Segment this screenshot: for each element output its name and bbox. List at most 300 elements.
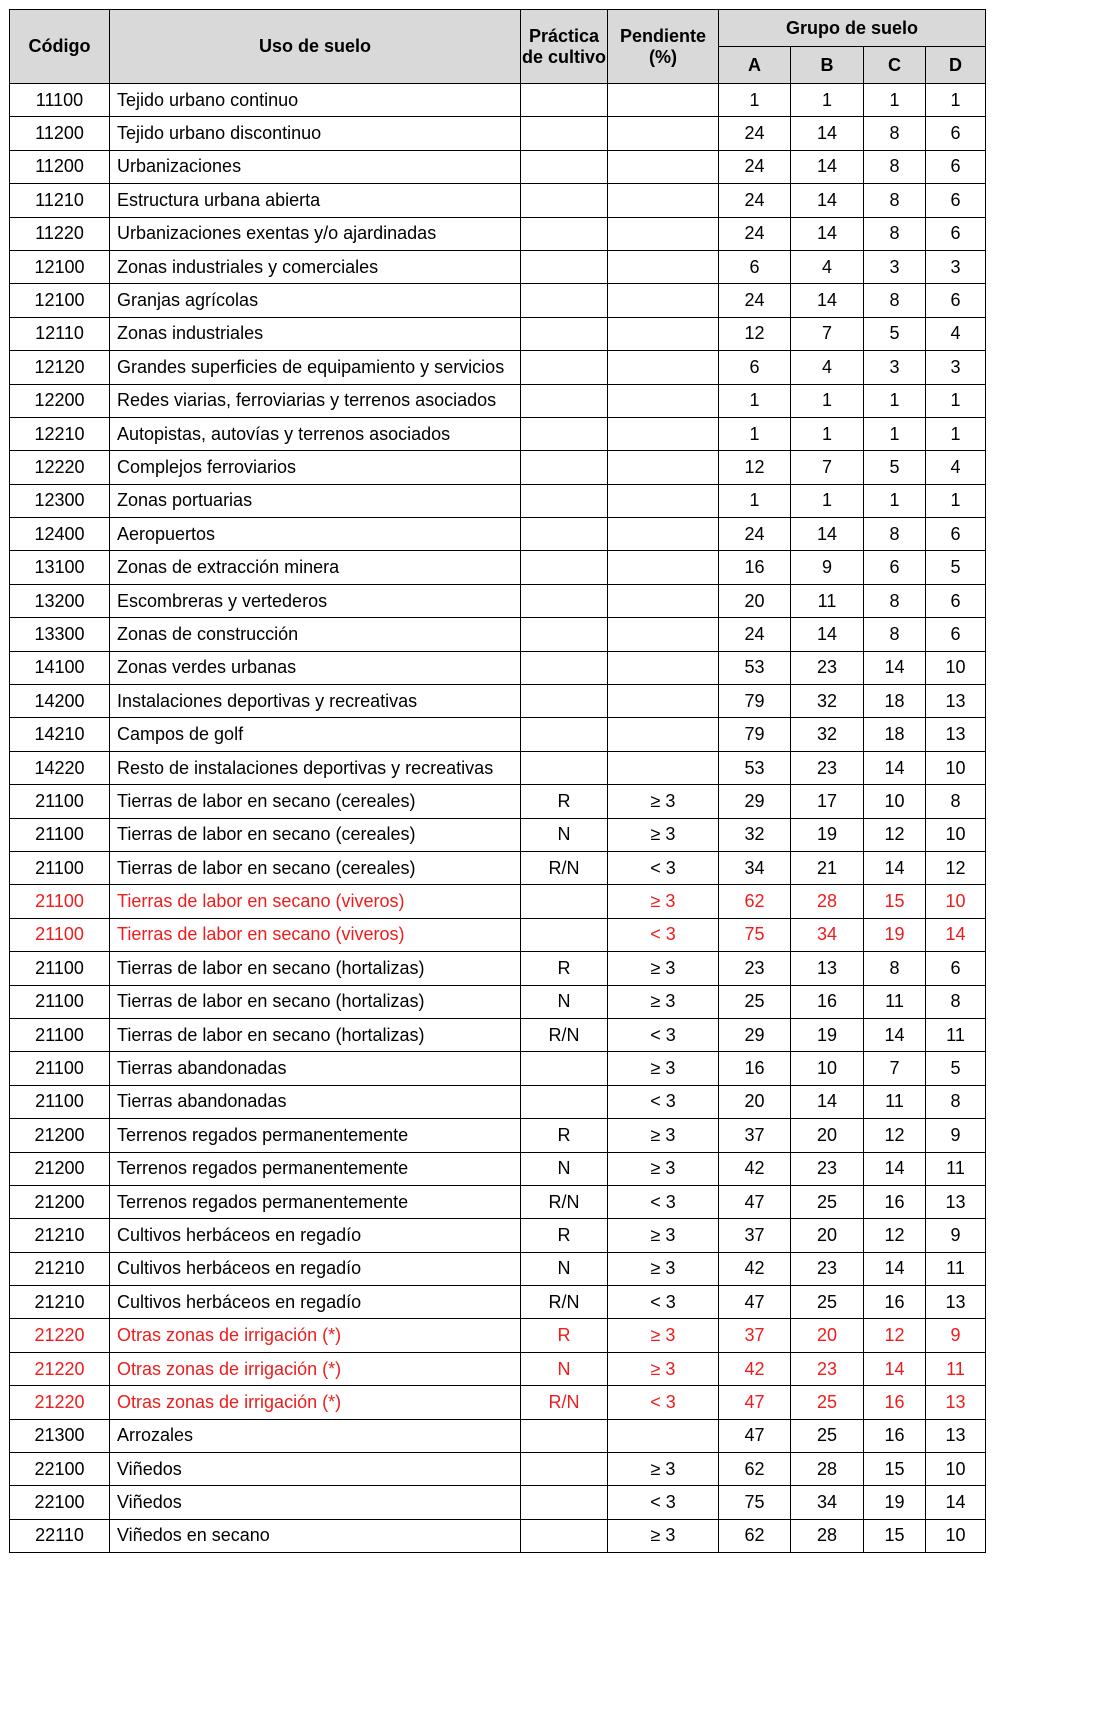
- cell-pendiente: [608, 351, 719, 384]
- cell-group-d: 6: [926, 952, 986, 985]
- cell-group-d: 10: [926, 818, 986, 851]
- cell-group-c: 1: [864, 384, 926, 417]
- cell-group-b: 20: [791, 1319, 864, 1352]
- cell-group-a: 16: [719, 551, 791, 584]
- cell-group-c: 12: [864, 818, 926, 851]
- cell-group-b: 34: [791, 1486, 864, 1519]
- cell-pendiente: [608, 217, 719, 250]
- cell-group-c: 19: [864, 918, 926, 951]
- cell-pendiente: [608, 250, 719, 283]
- cell-codigo: 21100: [10, 1085, 110, 1118]
- cell-practica: [521, 685, 608, 718]
- cell-uso-de-suelo: Arrozales: [110, 1419, 521, 1452]
- cell-group-c: 7: [864, 1052, 926, 1085]
- cell-group-a: 29: [719, 1018, 791, 1051]
- cell-uso-de-suelo: Resto de instalaciones deportivas y recreativas: [110, 751, 521, 784]
- cell-group-c: 16: [864, 1286, 926, 1319]
- cell-uso-de-suelo: Cultivos herbáceos en regadío: [110, 1286, 521, 1319]
- cell-uso-de-suelo: Otras zonas de irrigación (*): [110, 1319, 521, 1352]
- cell-uso-de-suelo: Complejos ferroviarios: [110, 451, 521, 484]
- cell-practica: R/N: [521, 1018, 608, 1051]
- cell-pendiente: ≥ 3: [608, 952, 719, 985]
- table-row: [10, 918, 986, 951]
- cell-group-d: 11: [926, 1352, 986, 1385]
- cell-group-c: 3: [864, 250, 926, 283]
- table-row: [10, 885, 986, 918]
- cell-codigo: 12120: [10, 351, 110, 384]
- cell-group-a: 1: [719, 417, 791, 450]
- cell-uso-de-suelo: Urbanizaciones: [110, 150, 521, 183]
- table-row: [10, 1519, 986, 1552]
- cell-group-d: 6: [926, 518, 986, 551]
- cell-group-a: 47: [719, 1286, 791, 1319]
- cell-codigo: 21210: [10, 1219, 110, 1252]
- cell-group-d: 1: [926, 417, 986, 450]
- cell-uso-de-suelo: Zonas de construcción: [110, 618, 521, 651]
- cell-practica: R: [521, 1119, 608, 1152]
- table-row: [10, 484, 986, 517]
- cell-practica: [521, 1453, 608, 1486]
- table-row: [10, 284, 986, 317]
- cell-pendiente: [608, 718, 719, 751]
- cell-group-d: 11: [926, 1252, 986, 1285]
- cell-group-c: 1: [864, 484, 926, 517]
- cell-group-a: 37: [719, 1319, 791, 1352]
- cell-group-a: 29: [719, 785, 791, 818]
- cell-group-b: 14: [791, 150, 864, 183]
- header-group-a: A: [719, 47, 791, 84]
- cell-pendiente: ≥ 3: [608, 1119, 719, 1152]
- cell-group-a: 20: [719, 584, 791, 617]
- cell-uso-de-suelo: Tierras de labor en secano (hortalizas): [110, 1018, 521, 1051]
- cell-uso-de-suelo: Tejido urbano continuo: [110, 84, 521, 117]
- cell-codigo: 12100: [10, 250, 110, 283]
- cell-codigo: 11210: [10, 184, 110, 217]
- cell-uso-de-suelo: Tierras de labor en secano (hortalizas): [110, 985, 521, 1018]
- cell-group-b: 14: [791, 284, 864, 317]
- cell-group-d: 3: [926, 351, 986, 384]
- table-row: [10, 851, 986, 884]
- cell-uso-de-suelo: Zonas industriales y comerciales: [110, 250, 521, 283]
- cell-group-c: 8: [864, 284, 926, 317]
- cell-group-a: 1: [719, 384, 791, 417]
- cell-group-d: 9: [926, 1119, 986, 1152]
- table-row: [10, 150, 986, 183]
- cell-uso-de-suelo: Urbanizaciones exentas y/o ajardinadas: [110, 217, 521, 250]
- cell-practica: R/N: [521, 1185, 608, 1218]
- table-row: [10, 985, 986, 1018]
- cell-practica: [521, 484, 608, 517]
- table-row: [10, 718, 986, 751]
- cell-practica: [521, 751, 608, 784]
- cell-group-d: 9: [926, 1319, 986, 1352]
- cell-uso-de-suelo: Terrenos regados permanentemente: [110, 1152, 521, 1185]
- cell-codigo: 11200: [10, 150, 110, 183]
- cell-group-a: 62: [719, 885, 791, 918]
- table-row: [10, 818, 986, 851]
- cell-group-d: 10: [926, 1453, 986, 1486]
- cell-pendiente: [608, 484, 719, 517]
- cell-codigo: 11100: [10, 84, 110, 117]
- cell-pendiente: [608, 451, 719, 484]
- table-row: [10, 451, 986, 484]
- cell-practica: N: [521, 1152, 608, 1185]
- cell-codigo: 21100: [10, 851, 110, 884]
- cell-codigo: 21100: [10, 952, 110, 985]
- cell-group-c: 5: [864, 317, 926, 350]
- cell-codigo: 11200: [10, 117, 110, 150]
- cell-group-b: 32: [791, 718, 864, 751]
- cell-group-b: 1: [791, 384, 864, 417]
- cell-group-b: 32: [791, 685, 864, 718]
- cell-codigo: 12210: [10, 417, 110, 450]
- header-codigo: Código: [10, 10, 110, 84]
- cell-group-b: 11: [791, 584, 864, 617]
- cell-uso-de-suelo: Tierras abandonadas: [110, 1085, 521, 1118]
- cell-group-c: 14: [864, 1152, 926, 1185]
- cell-group-c: 16: [864, 1386, 926, 1419]
- cell-practica: N: [521, 818, 608, 851]
- table-row: [10, 1319, 986, 1352]
- cell-uso-de-suelo: Cultivos herbáceos en regadío: [110, 1252, 521, 1285]
- cell-group-c: 15: [864, 1453, 926, 1486]
- cell-codigo: 21300: [10, 1419, 110, 1452]
- table-row: [10, 751, 986, 784]
- table-row: [10, 1085, 986, 1118]
- cell-group-d: 8: [926, 1085, 986, 1118]
- cell-group-c: 18: [864, 718, 926, 751]
- cell-practica: N: [521, 985, 608, 1018]
- cell-group-c: 16: [864, 1419, 926, 1452]
- cell-pendiente: ≥ 3: [608, 818, 719, 851]
- cell-group-d: 10: [926, 1519, 986, 1552]
- cell-group-d: 10: [926, 751, 986, 784]
- cell-group-b: 23: [791, 1152, 864, 1185]
- table-row: [10, 1119, 986, 1152]
- cell-pendiente: [608, 317, 719, 350]
- cell-group-d: 6: [926, 618, 986, 651]
- cell-uso-de-suelo: Tierras de labor en secano (viveros): [110, 885, 521, 918]
- cell-group-d: 13: [926, 1286, 986, 1319]
- cell-pendiente: [608, 1419, 719, 1452]
- cell-group-a: 62: [719, 1453, 791, 1486]
- table-row: [10, 217, 986, 250]
- cell-group-d: 13: [926, 1386, 986, 1419]
- cell-group-b: 13: [791, 952, 864, 985]
- cell-practica: R/N: [521, 1286, 608, 1319]
- cell-group-b: 14: [791, 1085, 864, 1118]
- cell-practica: [521, 417, 608, 450]
- cell-group-b: 21: [791, 851, 864, 884]
- header-uso-de-suelo: Uso de suelo: [110, 10, 521, 84]
- cell-group-b: 4: [791, 250, 864, 283]
- cell-codigo: 21200: [10, 1152, 110, 1185]
- cell-uso-de-suelo: Escombreras y vertederos: [110, 584, 521, 617]
- cell-group-a: 25: [719, 985, 791, 1018]
- cell-pendiente: [608, 384, 719, 417]
- cell-group-b: 28: [791, 1519, 864, 1552]
- table-row: [10, 250, 986, 283]
- cell-group-c: 19: [864, 1486, 926, 1519]
- cell-codigo: 14210: [10, 718, 110, 751]
- header-group-b: B: [791, 47, 864, 84]
- table-row: [10, 1018, 986, 1051]
- cell-pendiente: < 3: [608, 1386, 719, 1419]
- cell-uso-de-suelo: Tierras de labor en secano (cereales): [110, 785, 521, 818]
- cell-group-c: 8: [864, 518, 926, 551]
- cell-group-d: 5: [926, 551, 986, 584]
- table-row: [10, 685, 986, 718]
- header-grupo-de-suelo: Grupo de suelo: [719, 10, 986, 47]
- table-row: [10, 184, 986, 217]
- cell-group-d: 13: [926, 685, 986, 718]
- cell-uso-de-suelo: Aeropuertos: [110, 518, 521, 551]
- cell-uso-de-suelo: Zonas verdes urbanas: [110, 651, 521, 684]
- cell-group-b: 25: [791, 1419, 864, 1452]
- cell-group-b: 34: [791, 918, 864, 951]
- cell-codigo: 21210: [10, 1252, 110, 1285]
- table-row: [10, 785, 986, 818]
- cell-group-d: 10: [926, 651, 986, 684]
- cell-group-a: 1: [719, 484, 791, 517]
- cell-codigo: 21100: [10, 1052, 110, 1085]
- cell-practica: [521, 1419, 608, 1452]
- cell-group-a: 42: [719, 1252, 791, 1285]
- cell-pendiente: < 3: [608, 1018, 719, 1051]
- cell-pendiente: ≥ 3: [608, 985, 719, 1018]
- cell-uso-de-suelo: Tierras de labor en secano (viveros): [110, 918, 521, 951]
- cell-group-c: 16: [864, 1185, 926, 1218]
- cell-group-a: 79: [719, 718, 791, 751]
- cell-pendiente: < 3: [608, 1185, 719, 1218]
- table-row: [10, 384, 986, 417]
- cell-practica: [521, 1085, 608, 1118]
- cell-codigo: 21220: [10, 1352, 110, 1385]
- cell-group-b: 1: [791, 484, 864, 517]
- cell-pendiente: [608, 284, 719, 317]
- cell-group-c: 8: [864, 952, 926, 985]
- cell-codigo: 21100: [10, 1018, 110, 1051]
- cell-practica: R: [521, 1319, 608, 1352]
- cell-uso-de-suelo: Estructura urbana abierta: [110, 184, 521, 217]
- cell-practica: [521, 1519, 608, 1552]
- cell-codigo: 21220: [10, 1319, 110, 1352]
- cell-group-a: 32: [719, 818, 791, 851]
- cell-group-d: 12: [926, 851, 986, 884]
- cell-uso-de-suelo: Tejido urbano discontinuo: [110, 117, 521, 150]
- cell-group-b: 25: [791, 1185, 864, 1218]
- cell-group-b: 14: [791, 217, 864, 250]
- cell-group-a: 12: [719, 451, 791, 484]
- cell-practica: [521, 184, 608, 217]
- cell-group-a: 20: [719, 1085, 791, 1118]
- cell-group-d: 9: [926, 1219, 986, 1252]
- cell-uso-de-suelo: Granjas agrícolas: [110, 284, 521, 317]
- cell-pendiente: [608, 117, 719, 150]
- cell-group-c: 8: [864, 584, 926, 617]
- cell-group-b: 19: [791, 818, 864, 851]
- cell-group-c: 8: [864, 117, 926, 150]
- cell-uso-de-suelo: Tierras abandonadas: [110, 1052, 521, 1085]
- cell-pendiente: < 3: [608, 1486, 719, 1519]
- cell-practica: [521, 284, 608, 317]
- cell-group-b: 10: [791, 1052, 864, 1085]
- cell-pendiente: ≥ 3: [608, 1219, 719, 1252]
- cell-group-c: 1: [864, 417, 926, 450]
- cell-group-a: 12: [719, 317, 791, 350]
- cell-practica: [521, 551, 608, 584]
- cell-group-b: 9: [791, 551, 864, 584]
- cell-practica: [521, 1486, 608, 1519]
- table-row: [10, 417, 986, 450]
- header-practica-de-cultivo: Práctica de cultivo: [521, 10, 608, 84]
- cell-pendiente: < 3: [608, 851, 719, 884]
- cell-group-b: 19: [791, 1018, 864, 1051]
- cell-group-c: 14: [864, 1252, 926, 1285]
- cell-group-b: 7: [791, 451, 864, 484]
- cell-group-d: 4: [926, 451, 986, 484]
- cell-practica: [521, 384, 608, 417]
- cell-group-d: 6: [926, 117, 986, 150]
- cell-codigo: 21100: [10, 918, 110, 951]
- cell-codigo: 14220: [10, 751, 110, 784]
- cell-uso-de-suelo: Viñedos: [110, 1453, 521, 1486]
- cell-group-d: 3: [926, 250, 986, 283]
- cell-practica: [521, 217, 608, 250]
- cell-group-b: 7: [791, 317, 864, 350]
- cell-practica: R: [521, 785, 608, 818]
- cell-group-b: 14: [791, 184, 864, 217]
- cell-uso-de-suelo: Viñedos en secano: [110, 1519, 521, 1552]
- cell-practica: R: [521, 1219, 608, 1252]
- cell-codigo: 13200: [10, 584, 110, 617]
- header-group-c: C: [864, 47, 926, 84]
- cell-group-d: 13: [926, 1185, 986, 1218]
- cell-group-d: 10: [926, 885, 986, 918]
- cell-pendiente: [608, 651, 719, 684]
- table-body: [10, 84, 986, 1553]
- cell-uso-de-suelo: Cultivos herbáceos en regadío: [110, 1219, 521, 1252]
- cell-group-b: 28: [791, 885, 864, 918]
- cell-group-a: 42: [719, 1152, 791, 1185]
- cell-group-a: 6: [719, 250, 791, 283]
- cell-group-c: 12: [864, 1219, 926, 1252]
- cell-group-c: 14: [864, 1352, 926, 1385]
- cell-codigo: 12100: [10, 284, 110, 317]
- cell-group-a: 24: [719, 184, 791, 217]
- cell-group-a: 24: [719, 618, 791, 651]
- cell-practica: [521, 718, 608, 751]
- cell-uso-de-suelo: Instalaciones deportivas y recreativas: [110, 685, 521, 718]
- table-row: [10, 1486, 986, 1519]
- cell-practica: N: [521, 1352, 608, 1385]
- cell-group-c: 1: [864, 84, 926, 117]
- cell-group-a: 23: [719, 952, 791, 985]
- cell-group-c: 6: [864, 551, 926, 584]
- cell-pendiente: ≥ 3: [608, 785, 719, 818]
- cell-group-b: 16: [791, 985, 864, 1018]
- cell-uso-de-suelo: Grandes superficies de equipamiento y servicios: [110, 351, 521, 384]
- cell-practica: R/N: [521, 1386, 608, 1419]
- cell-group-c: 5: [864, 451, 926, 484]
- cell-practica: N: [521, 1252, 608, 1285]
- cell-group-b: 1: [791, 84, 864, 117]
- cell-group-b: 14: [791, 518, 864, 551]
- cell-group-d: 6: [926, 584, 986, 617]
- cell-group-d: 8: [926, 785, 986, 818]
- cell-group-b: 25: [791, 1286, 864, 1319]
- cell-group-c: 8: [864, 184, 926, 217]
- table-row: [10, 1352, 986, 1385]
- cell-group-a: 47: [719, 1386, 791, 1419]
- cell-pendiente: [608, 751, 719, 784]
- cell-group-d: 11: [926, 1152, 986, 1185]
- cell-practica: R/N: [521, 851, 608, 884]
- cell-group-b: 17: [791, 785, 864, 818]
- cell-group-c: 15: [864, 1519, 926, 1552]
- cell-group-a: 24: [719, 284, 791, 317]
- cell-group-b: 14: [791, 618, 864, 651]
- cell-group-c: 14: [864, 851, 926, 884]
- cell-practica: [521, 618, 608, 651]
- cell-practica: [521, 584, 608, 617]
- table-row: [10, 1252, 986, 1285]
- cell-codigo: 14100: [10, 651, 110, 684]
- cell-group-d: 11: [926, 1018, 986, 1051]
- cell-group-d: 14: [926, 1486, 986, 1519]
- cell-pendiente: ≥ 3: [608, 1319, 719, 1352]
- cell-group-a: 79: [719, 685, 791, 718]
- cell-practica: [521, 117, 608, 150]
- cell-group-d: 13: [926, 1419, 986, 1452]
- cell-group-c: 8: [864, 217, 926, 250]
- cell-group-d: 14: [926, 918, 986, 951]
- cell-codigo: 22100: [10, 1453, 110, 1486]
- cell-group-b: 14: [791, 117, 864, 150]
- cell-codigo: 21220: [10, 1386, 110, 1419]
- cell-group-a: 24: [719, 150, 791, 183]
- cell-group-b: 23: [791, 1352, 864, 1385]
- cell-group-c: 10: [864, 785, 926, 818]
- cell-codigo: 21210: [10, 1286, 110, 1319]
- cell-practica: [521, 84, 608, 117]
- land-use-table: [9, 9, 986, 1553]
- cell-group-a: 75: [719, 918, 791, 951]
- cell-uso-de-suelo: Tierras de labor en secano (cereales): [110, 818, 521, 851]
- cell-codigo: 21200: [10, 1185, 110, 1218]
- cell-practica: [521, 918, 608, 951]
- cell-group-c: 11: [864, 985, 926, 1018]
- cell-group-a: 53: [719, 751, 791, 784]
- cell-uso-de-suelo: Terrenos regados permanentemente: [110, 1185, 521, 1218]
- cell-codigo: 13300: [10, 618, 110, 651]
- cell-pendiente: ≥ 3: [608, 885, 719, 918]
- cell-group-d: 4: [926, 317, 986, 350]
- cell-group-c: 8: [864, 150, 926, 183]
- cell-group-c: 12: [864, 1119, 926, 1152]
- cell-group-b: 1: [791, 417, 864, 450]
- table-row: [10, 1152, 986, 1185]
- cell-group-a: 24: [719, 117, 791, 150]
- table-row: [10, 317, 986, 350]
- cell-codigo: 11220: [10, 217, 110, 250]
- table-row: [10, 1286, 986, 1319]
- table-row: [10, 1453, 986, 1486]
- cell-codigo: 22110: [10, 1519, 110, 1552]
- cell-pendiente: < 3: [608, 1286, 719, 1319]
- cell-group-c: 3: [864, 351, 926, 384]
- cell-practica: [521, 351, 608, 384]
